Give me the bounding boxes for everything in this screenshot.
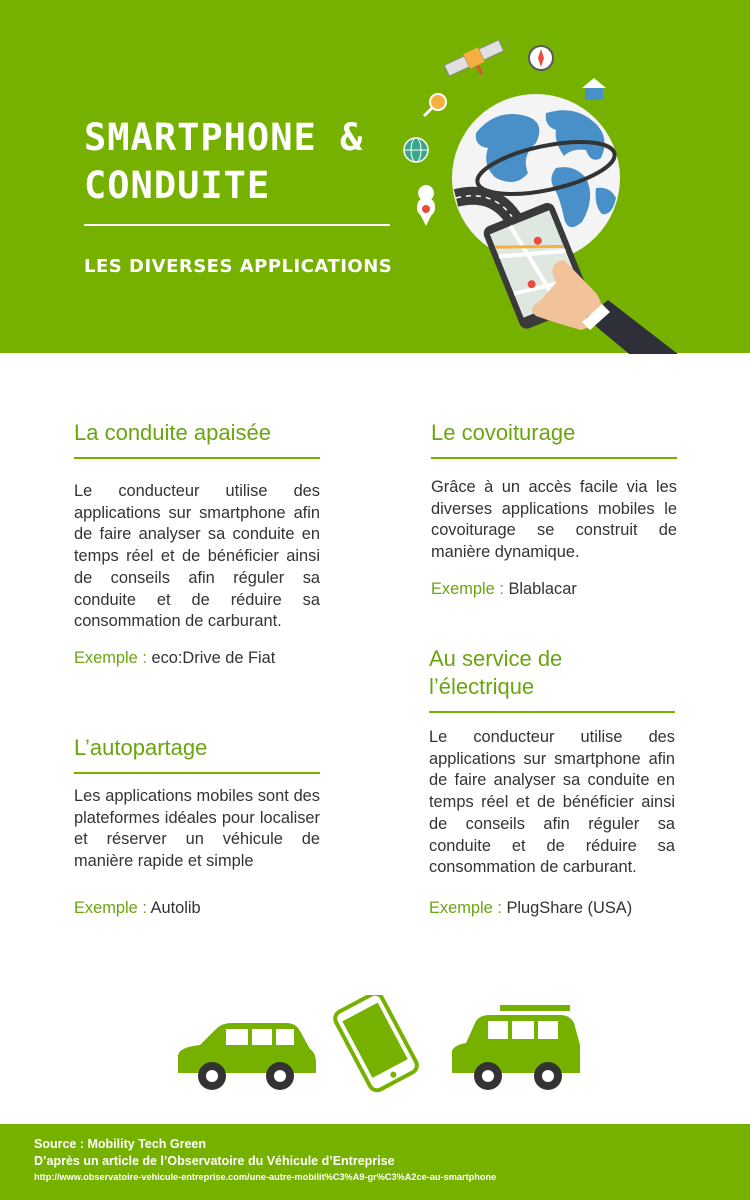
example-label: Exemple : (74, 648, 147, 667)
example-label: Exemple : (431, 579, 504, 598)
hero-illustration (396, 38, 696, 354)
satellite-icon (443, 38, 508, 87)
globe-grid-icon (404, 138, 428, 162)
bottom-icons (0, 995, 750, 1095)
map-pin-icon (417, 185, 435, 226)
example-value: eco:Drive de Fiat (151, 648, 276, 667)
section-divider (74, 772, 320, 774)
section-autopartage (74, 734, 320, 918)
title-line-1: SMARTPHONE & (84, 116, 364, 159)
section-text: Le conducteur utilise des applications sur smartphone afin de faire analyser sa conduite en temps réel et de bénéficier ainsi de conseils afin réguler sa conduite et de réduire sa consommation de carburant. (74, 482, 320, 631)
title-line-2: CONDUITE (84, 164, 271, 207)
footer-url: http://www.observatoire-vehicule-entreprise.com/une-autre-mobilit%C3%A9-gr%C3%A2ce-au-smartphone (34, 1172, 497, 1182)
section-title-line-1: Au service de (429, 646, 563, 671)
magnifier-icon (424, 94, 446, 116)
suv-icon (452, 1005, 580, 1090)
section-title (429, 645, 675, 701)
example-value: PlugShare (USA) (506, 898, 633, 917)
title-divider (84, 224, 390, 226)
phone-icon (332, 995, 419, 1093)
example-value: Autolib (150, 898, 201, 917)
section-covoiturage (431, 419, 677, 599)
page-subtitle: LES DIVERSES APPLICATIONS (84, 256, 393, 277)
car-icon (178, 1023, 316, 1090)
compass-icon (529, 46, 553, 70)
section-divider (431, 457, 677, 459)
section-conduite-apaisee (74, 419, 320, 668)
example-label: Exemple : (74, 898, 147, 917)
footer-article: D’après un article de l’Observatoire du Véhicule d’Entreprise (34, 1154, 395, 1168)
footer (0, 1124, 750, 1200)
section-title-line-2: l’électrique (429, 674, 535, 699)
section-text: Les applications mobiles sont des plateformes idéales pour localiser et réserver un véhicule de manière rapide et simple (74, 787, 320, 871)
section-text: Grâce à un accès facile via les diverses applications mobiles le covoiturage se construit de manière dynamique. (431, 478, 677, 562)
section-title: L’autopartage (74, 735, 208, 760)
section-example (74, 899, 320, 918)
section-example (74, 649, 320, 668)
header-banner (0, 0, 750, 353)
section-electrique (429, 645, 675, 918)
section-divider (429, 711, 675, 713)
section-example (431, 580, 677, 599)
section-example (429, 899, 675, 918)
home-icon (582, 78, 606, 100)
example-label: Exemple : (429, 898, 502, 917)
section-title: La conduite apaisée (74, 420, 271, 445)
section-text: Le conducteur utilise des applications sur smartphone afin de faire analyser sa conduite en temps réel et de bénéficier ainsi de conseils afin réguler sa conduite et de réduire sa consommation de carburant. (429, 728, 675, 877)
section-title: Le covoiturage (431, 420, 576, 445)
page-title (84, 114, 363, 210)
hand-icon (532, 260, 696, 354)
footer-source: Source : Mobility Tech Green (34, 1137, 207, 1151)
example-value: Blablacar (508, 579, 577, 598)
section-divider (74, 457, 320, 459)
